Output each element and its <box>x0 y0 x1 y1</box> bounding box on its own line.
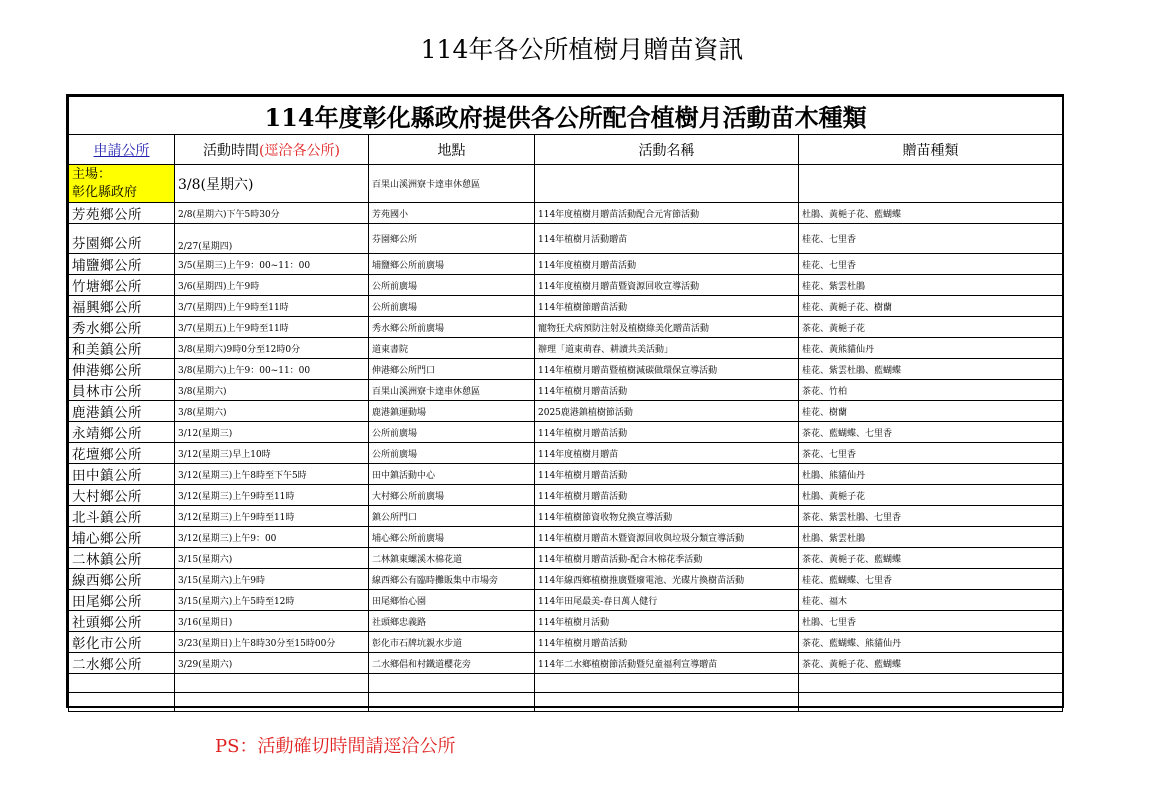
header-time <box>175 135 369 165</box>
table-row <box>69 338 1063 359</box>
cell-species: 茶花、黃梔子花 <box>799 317 1063 338</box>
cell-time: 3/15(星期六)上午5時至12時 <box>175 590 369 611</box>
cell-location: 百果山溪洲寮卡達車休憩區 <box>369 380 535 401</box>
host-label-cell <box>69 165 175 203</box>
cell-office: 永靖鄉公所 <box>69 422 175 443</box>
cell-location: 公所前廣場 <box>369 422 535 443</box>
cell-activity: 114年植樹月贈苗活動 <box>535 632 799 653</box>
cell-activity: 辦理「道東萌春、耕讀共美活動」 <box>535 338 799 359</box>
cell-time: 3/15(星期六)上午9時 <box>175 569 369 590</box>
empty-cell <box>799 693 1063 712</box>
cell-office: 二林鎮公所 <box>69 548 175 569</box>
table-row <box>69 275 1063 296</box>
cell-species: 桂花、黃梔子花、樹蘭 <box>799 296 1063 317</box>
cell-location: 田中鎮活動中心 <box>369 464 535 485</box>
seedling-table-sheet <box>66 94 1064 708</box>
page-title: 114年各公所植樹月贈苗資訊 <box>420 35 744 64</box>
cell-time: 3/12(星期三)早上10時 <box>175 443 369 464</box>
cell-location: 鹿港鎮運動場 <box>369 401 535 422</box>
empty-cell <box>535 693 799 712</box>
cell-location: 大村鄉公所前廣場 <box>369 485 535 506</box>
cell-species: 杜鵑、紫雲杜鵑 <box>799 527 1063 548</box>
cell-species: 杜鵑、黃梔子花 <box>799 485 1063 506</box>
cell-location: 埔鹽鄉公所前廣場 <box>369 254 535 275</box>
cell-time: 3/8(星期六)9時0分至12時0分 <box>175 338 369 359</box>
host-row <box>69 165 1063 203</box>
cell-species: 杜鵑、熊貓仙丹 <box>799 464 1063 485</box>
cell-office: 社頭鄉公所 <box>69 611 175 632</box>
cell-location: 彰化市石牌坑親水步道 <box>369 632 535 653</box>
cell-species: 茶花、黃梔子花、藍蝴蝶 <box>799 653 1063 674</box>
cell-time: 3/16(星期日) <box>175 611 369 632</box>
header-office <box>69 135 175 165</box>
cell-time: 3/8(星期六)上午9：00~11：00 <box>175 359 369 380</box>
cell-time: 3/7(星期四)上午9時至11時 <box>175 296 369 317</box>
cell-species: 桂花、藍蝴蝶、七里香 <box>799 569 1063 590</box>
table-banner: 114年度彰化縣政府提供各公所配合植樹月活動苗木種類 <box>69 97 1063 135</box>
cell-office: 線西鄉公所 <box>69 569 175 590</box>
cell-species: 桂花、七里香 <box>799 254 1063 275</box>
cell-activity: 114年植樹節資收物兌換宣導活動 <box>535 506 799 527</box>
cell-office: 伸港鄉公所 <box>69 359 175 380</box>
cell-location: 田尾鄉怡心園 <box>369 590 535 611</box>
cell-time: 3/15(星期六) <box>175 548 369 569</box>
cell-time: 3/8(星期六) <box>175 380 369 401</box>
cell-activity: 114年線西鄉植樹推廣暨廢電池、光碟片換樹苗活動 <box>535 569 799 590</box>
table-row <box>69 380 1063 401</box>
cell-activity: 114年植樹月贈苗暨植樹減碳做環保宣導活動 <box>535 359 799 380</box>
cell-species: 桂花、黃熊貓仙丹 <box>799 338 1063 359</box>
table-row <box>69 506 1063 527</box>
header-time-label: 活動時間 <box>203 142 260 159</box>
cell-office: 北斗鎮公所 <box>69 506 175 527</box>
cell-office: 彰化市公所 <box>69 632 175 653</box>
table-row <box>69 464 1063 485</box>
cell-location: 公所前廣場 <box>369 296 535 317</box>
cell-species: 桂花、樹蘭 <box>799 401 1063 422</box>
table-row <box>69 485 1063 506</box>
cell-office: 福興鄉公所 <box>69 296 175 317</box>
table-row <box>69 632 1063 653</box>
cell-activity: 寵物狂犬病預防注射及植樹綠美化贈苗活動 <box>535 317 799 338</box>
cell-time: 2/27(星期四) <box>175 224 369 254</box>
cell-office: 和美鎮公所 <box>69 338 175 359</box>
host-activity <box>535 165 799 203</box>
cell-office: 埔鹽鄉公所 <box>69 254 175 275</box>
header-location: 地點 <box>369 135 535 165</box>
empty-cell <box>799 674 1063 693</box>
cell-species: 桂花、紫雲杜鵑、藍蝴蝶 <box>799 359 1063 380</box>
empty-cell <box>369 674 535 693</box>
cell-activity: 114年度植樹月贈苗活動配合元宵節活動 <box>535 203 799 224</box>
cell-time: 3/5(星期三)上午9：00~11：00 <box>175 254 369 275</box>
cell-office: 田尾鄉公所 <box>69 590 175 611</box>
empty-cell <box>175 674 369 693</box>
seedling-table <box>68 96 1063 712</box>
cell-office: 芳苑鄉公所 <box>69 203 175 224</box>
cell-office: 埔心鄉公所 <box>69 527 175 548</box>
cell-location: 鎮公所門口 <box>369 506 535 527</box>
cell-species: 茶花、黃梔子花、藍蝴蝶 <box>799 548 1063 569</box>
cell-office: 鹿港鎮公所 <box>69 401 175 422</box>
cell-office: 員林市公所 <box>69 380 175 401</box>
cell-time: 3/8(星期六) <box>175 401 369 422</box>
cell-activity: 114年植樹節贈苗活動 <box>535 296 799 317</box>
cell-activity: 114年植樹月贈苗活動 <box>535 464 799 485</box>
cell-office: 芬園鄉公所 <box>69 224 175 254</box>
cell-species: 茶花、紫雲杜鵑、七里香 <box>799 506 1063 527</box>
cell-location: 公所前廣場 <box>369 275 535 296</box>
host-label-line1: 主場： <box>72 167 112 182</box>
table-row <box>69 569 1063 590</box>
cell-time: 3/12(星期三)上午9：00 <box>175 527 369 548</box>
cell-activity: 114年度植樹月贈苗活動 <box>535 254 799 275</box>
cell-location: 芳苑國小 <box>369 203 535 224</box>
empty-cell <box>369 693 535 712</box>
cell-species: 茶花、竹柏 <box>799 380 1063 401</box>
cell-time: 3/7(星期五)上午9時至11時 <box>175 317 369 338</box>
empty-row <box>69 693 1063 712</box>
cell-office: 秀水鄉公所 <box>69 317 175 338</box>
cell-time: 3/12(星期三)上午8時至下午5時 <box>175 464 369 485</box>
table-row <box>69 443 1063 464</box>
empty-cell <box>69 674 175 693</box>
cell-species: 茶花、七里香 <box>799 443 1063 464</box>
table-row <box>69 203 1063 224</box>
table-row <box>69 548 1063 569</box>
footnote: PS：活動確切時間請逕洽公所 <box>215 736 456 757</box>
cell-activity: 114年度植樹月贈苗 <box>535 443 799 464</box>
cell-time: 2/8(星期六)下午5時30分 <box>175 203 369 224</box>
cell-activity: 114年植樹月贈苗活動 <box>535 422 799 443</box>
cell-location: 公所前廣場 <box>369 443 535 464</box>
cell-species: 茶花、藍蝴蝶、七里香 <box>799 422 1063 443</box>
table-row <box>69 296 1063 317</box>
cell-office: 大村鄉公所 <box>69 485 175 506</box>
header-time-note: (逕洽各公所) <box>259 142 340 159</box>
table-row <box>69 422 1063 443</box>
cell-activity: 114年植樹月贈苗木暨資源回收與垃圾分類宣導活動 <box>535 527 799 548</box>
table-row <box>69 254 1063 275</box>
cell-location: 秀水鄉公所前廣場 <box>369 317 535 338</box>
table-row <box>69 401 1063 422</box>
header-activity: 活動名稱 <box>535 135 799 165</box>
cell-species: 桂花、紫雲杜鵑 <box>799 275 1063 296</box>
table-row <box>69 317 1063 338</box>
cell-time: 3/12(星期三)上午9時至11時 <box>175 485 369 506</box>
cell-activity: 114年度植樹月贈苗暨資源回收宣導活動 <box>535 275 799 296</box>
cell-office: 二水鄉公所 <box>69 653 175 674</box>
header-species: 贈苗種類 <box>799 135 1063 165</box>
empty-row <box>69 674 1063 693</box>
cell-office: 花壇鄉公所 <box>69 443 175 464</box>
cell-office: 竹塘鄉公所 <box>69 275 175 296</box>
cell-location: 埔心鄉公所前廣場 <box>369 527 535 548</box>
cell-location: 二水鄉倡和村鐵道櫻花旁 <box>369 653 535 674</box>
cell-time: 3/12(星期三)上午9時至11時 <box>175 506 369 527</box>
cell-location: 伸港鄉公所門口 <box>369 359 535 380</box>
host-label-line2: 彰化縣政府 <box>72 185 138 200</box>
empty-cell <box>175 693 369 712</box>
cell-activity: 114年植樹月贈苗活動-配合木棉花季活動 <box>535 548 799 569</box>
cell-location: 道東書院 <box>369 338 535 359</box>
table-header-row <box>69 135 1063 165</box>
cell-location: 社頭鄉忠義路 <box>369 611 535 632</box>
table-row <box>69 590 1063 611</box>
cell-activity: 114年植樹月贈苗活動 <box>535 485 799 506</box>
cell-activity: 2025鹿港鎮植樹節活動 <box>535 401 799 422</box>
cell-activity: 114年植樹月活動 <box>535 611 799 632</box>
empty-cell <box>535 674 799 693</box>
cell-activity: 114年植樹月活動贈苗 <box>535 224 799 254</box>
cell-location: 線西鄉公有臨時攤販集中市場旁 <box>369 569 535 590</box>
cell-species: 杜鵑、黃梔子花、藍蝴蝶 <box>799 203 1063 224</box>
table-row <box>69 527 1063 548</box>
host-time: 3/8(星期六) <box>175 165 369 203</box>
table-banner-row <box>69 97 1063 135</box>
cell-time: 3/12(星期三) <box>175 422 369 443</box>
cell-time: 3/29(星期六) <box>175 653 369 674</box>
table-row <box>69 224 1063 254</box>
cell-species: 茶花、藍蝴蝶、熊貓仙丹 <box>799 632 1063 653</box>
cell-location: 二林鎮東螺溪木棉花道 <box>369 548 535 569</box>
cell-location: 芬園鄉公所 <box>369 224 535 254</box>
cell-office: 田中鎮公所 <box>69 464 175 485</box>
host-location: 百果山溪洲寮卡達車休憩區 <box>369 165 535 203</box>
cell-time: 3/23(星期日)上午8時30分至15時00分 <box>175 632 369 653</box>
table-row <box>69 611 1063 632</box>
cell-activity: 114年二水鄉植樹節活動暨兒童福利宣導贈苗 <box>535 653 799 674</box>
cell-species: 桂花、福木 <box>799 590 1063 611</box>
cell-activity: 114年田尾最美-春日萬人健行 <box>535 590 799 611</box>
cell-species: 杜鵑、七里香 <box>799 611 1063 632</box>
cell-activity: 114年植樹月贈苗活動 <box>535 380 799 401</box>
cell-species: 桂花、七里香 <box>799 224 1063 254</box>
header-office-link[interactable]: 申請公所 <box>93 142 150 159</box>
cell-time: 3/6(星期四)上午9時 <box>175 275 369 296</box>
host-species <box>799 165 1063 203</box>
table-row <box>69 359 1063 380</box>
table-row <box>69 653 1063 674</box>
empty-cell <box>69 693 175 712</box>
